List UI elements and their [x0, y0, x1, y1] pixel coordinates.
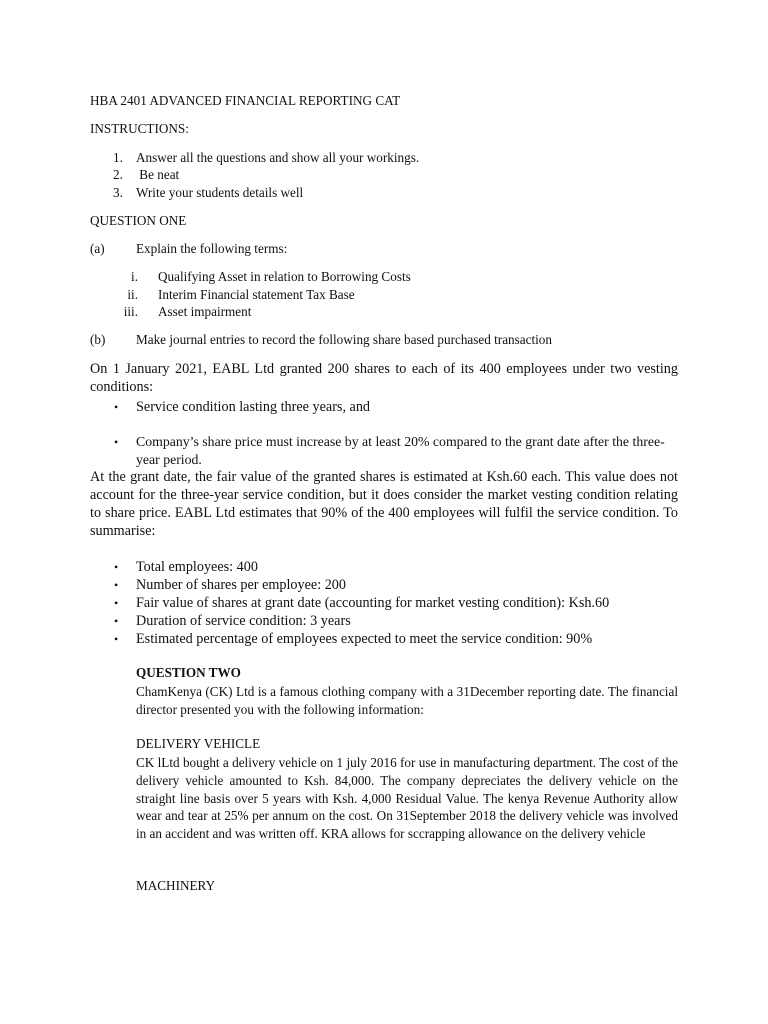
list-number: 2. [113, 167, 123, 182]
scenario-intro: On 1 January 2021, EABL Ltd granted 200 shares to each of its 400 employees under two vesting conditions: [90, 361, 678, 395]
bullet-icon: • [114, 632, 119, 646]
document-title: HBA 2401 ADVANCED FINANCIAL REPORTING CAT [90, 93, 401, 108]
list-item: Answer all the questions and show all your workings. [136, 150, 420, 165]
instructions-heading: INSTRUCTIONS: [90, 121, 189, 136]
question-two-heading: QUESTION TWO [136, 665, 241, 680]
delivery-vehicle-text: CK lLtd bought a delivery vehicle on 1 july 2016 for use in manufacturing department. The cost of the delivery vehicle amounted to Ksh. 84,000. The company depreciates the delivery vehicle on the straight line basis over 5 years with Ksh. 4,000 Residual Value. The kenya Revenue Authority allow wear and tear at 25% per annum on the cost. On 31September 2018 the delivery vehicle was involved in an accident and was written off. KRA allows for sccrapping allowance on the delivery vehicle [136, 755, 678, 842]
list-item: Service condition lasting three years, and [136, 399, 371, 415]
list-item: Asset impairment [158, 304, 252, 319]
list-number: 3. [113, 185, 123, 200]
part-b-label: (b) [90, 332, 106, 347]
list-item: Duration of service condition: 3 years [136, 613, 351, 629]
list-item: Qualifying Asset in relation to Borrowing Costs [158, 269, 411, 284]
bullet-icon: • [114, 560, 119, 574]
list-item: Write your students details well [136, 185, 304, 200]
bullet-icon: • [114, 400, 119, 414]
machinery-heading: MACHINERY [136, 878, 216, 893]
bullet-icon: • [114, 578, 119, 592]
part-b-text: Make journal entries to record the following share based purchased transaction [136, 332, 552, 347]
list-item: Number of shares per employee: 200 [136, 577, 346, 593]
list-number: iii. [123, 304, 138, 319]
list-item: Total employees: 400 [136, 559, 258, 575]
question-one-heading: QUESTION ONE [90, 213, 187, 228]
list-item: Be neat [136, 167, 180, 182]
bullet-icon: • [114, 596, 119, 610]
list-item: Company’s share price must increase by at least 20% compared to the grant date after the three-year period. [136, 434, 665, 467]
list-item: Fair value of shares at grant date (accounting for market vesting condition): Ksh.60 [136, 595, 610, 611]
part-a-label: (a) [90, 241, 105, 256]
list-number: i. [131, 269, 138, 284]
list-item: Estimated percentage of employees expected to meet the service condition: 90% [136, 631, 593, 647]
bullet-icon: • [114, 614, 119, 628]
list-number: ii. [127, 287, 138, 302]
scenario-detail: At the grant date, the fair value of the granted shares is estimated at Ksh.60 each. This value does not account for the three-year service condition, but it does consider the market vesting condition relating to share price. EABL Ltd estimates that 90% of the 400 employees will fulfil the service condition. To summarise: [90, 469, 678, 539]
delivery-vehicle-heading: DELIVERY VEHICLE [136, 736, 261, 751]
list-number: 1. [113, 150, 123, 165]
bullet-icon: • [114, 435, 119, 449]
question-two-intro: ChamKenya (CK) Ltd is a famous clothing company with a 31December reporting date. The financial director presented you with the following information: [136, 684, 678, 717]
list-item: Interim Financial statement Tax Base [158, 287, 355, 302]
part-a-text: Explain the following terms: [136, 241, 288, 256]
